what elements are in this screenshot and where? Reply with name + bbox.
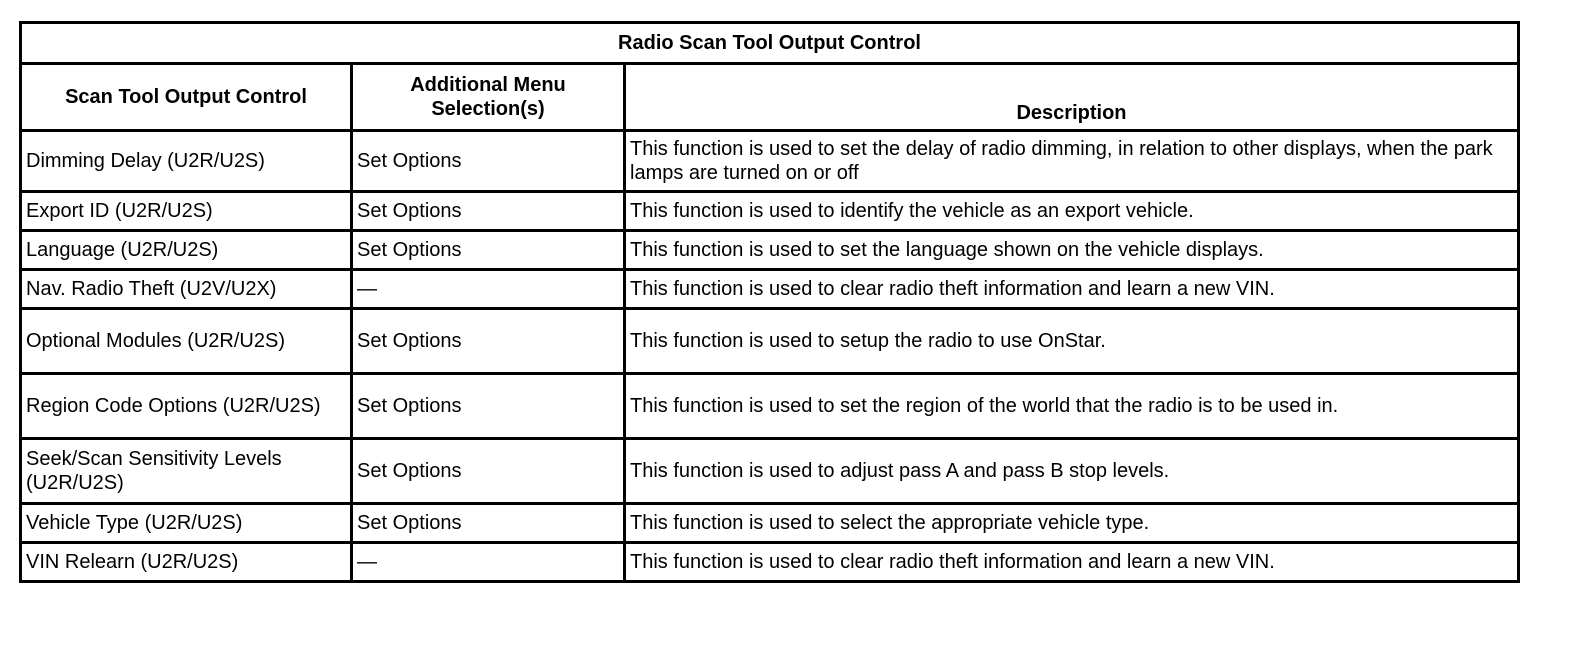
cell-control: Language (U2R/U2S) <box>21 231 352 270</box>
cell-control: Export ID (U2R/U2S) <box>21 192 352 231</box>
cell-menu: — <box>352 543 625 582</box>
table-row <box>21 231 1519 270</box>
cell-menu: — <box>352 270 625 309</box>
table-row <box>21 270 1519 309</box>
cell-description: This function is used to set the delay of radio dimming, in relation to other displays, when the park lamps are turned on or off <box>625 131 1519 192</box>
cell-description: This function is used to setup the radio to use OnStar. <box>625 309 1519 374</box>
cell-menu: Set Options <box>352 231 625 270</box>
cell-description: This function is used to clear radio theft information and learn a new VIN. <box>625 270 1519 309</box>
header-additional-menu-selections: Additional Menu Selection(s) <box>352 64 625 131</box>
table-header-row <box>21 64 1519 131</box>
cell-menu: Set Options <box>352 374 625 439</box>
table-title-row <box>21 23 1519 64</box>
cell-menu: Set Options <box>352 131 625 192</box>
cell-description: This function is used to select the appropriate vehicle type. <box>625 504 1519 543</box>
header-scan-tool-output-control: Scan Tool Output Control <box>21 64 352 131</box>
cell-control: Nav. Radio Theft (U2V/U2X) <box>21 270 352 309</box>
cell-control: Vehicle Type (U2R/U2S) <box>21 504 352 543</box>
header-description: Description <box>625 64 1519 131</box>
output-control-table <box>19 21 1520 583</box>
table-row <box>21 309 1519 374</box>
cell-menu: Set Options <box>352 504 625 543</box>
cell-menu: Set Options <box>352 309 625 374</box>
cell-control: Seek/Scan Sensitivity Levels (U2R/U2S) <box>21 439 352 504</box>
cell-description: This function is used to set the region of the world that the radio is to be used in. <box>625 374 1519 439</box>
cell-control: Region Code Options (U2R/U2S) <box>21 374 352 439</box>
cell-control: Optional Modules (U2R/U2S) <box>21 309 352 374</box>
cell-control: VIN Relearn (U2R/U2S) <box>21 543 352 582</box>
cell-menu: Set Options <box>352 439 625 504</box>
table-row <box>21 374 1519 439</box>
cell-description: This function is used to set the language shown on the vehicle displays. <box>625 231 1519 270</box>
cell-description: This function is used to adjust pass A and pass B stop levels. <box>625 439 1519 504</box>
table-row <box>21 504 1519 543</box>
table-row <box>21 192 1519 231</box>
cell-menu: Set Options <box>352 192 625 231</box>
table-row <box>21 543 1519 582</box>
cell-control: Dimming Delay (U2R/U2S) <box>21 131 352 192</box>
cell-description: This function is used to clear radio theft information and learn a new VIN. <box>625 543 1519 582</box>
table-row <box>21 131 1519 192</box>
table-row <box>21 439 1519 504</box>
table-title: Radio Scan Tool Output Control <box>21 23 1519 64</box>
cell-description: This function is used to identify the vehicle as an export vehicle. <box>625 192 1519 231</box>
